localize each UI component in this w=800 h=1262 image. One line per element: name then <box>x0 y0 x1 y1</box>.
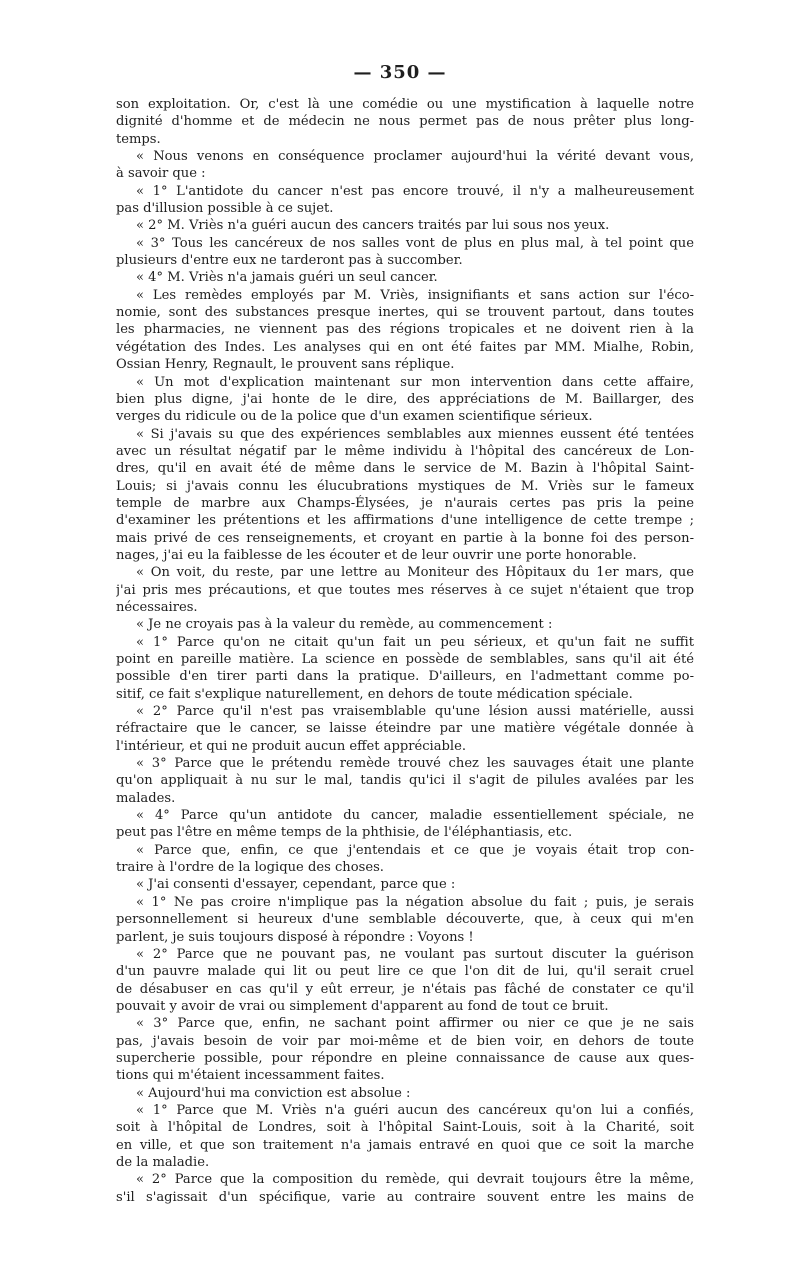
text-line: Ossian Henry, Regnault, le prouvent sans réplique. <box>116 357 455 373</box>
text-line: « 4° M. Vriès n'a jamais guéri un seul cancer. <box>136 270 438 286</box>
text-line: supercherie possible, pour répondre en pleine connaissance de cause aux ques- <box>116 1050 694 1066</box>
text-line: à savoir que : <box>116 166 206 182</box>
text-line: parlent, je suis toujours disposé à répondre : Voyons ! <box>116 929 474 945</box>
text-line: avec un résultat négatif par le même individu à l'hôpital des cancéreux de Lon- <box>116 443 694 459</box>
text-line: son exploitation. Or, c'est là une comédie ou une mystification à laquelle notre <box>116 97 694 112</box>
text-line: de la maladie. <box>116 1154 210 1170</box>
text-line: « 3° Tous les cancéreux de nos salles vont de plus en plus mal, à tel point que <box>136 235 694 251</box>
text-line: possible d'en tirer parti dans la pratique. D'ailleurs, en l'admettant comme po- <box>116 669 694 685</box>
text-line: d'un pauvre malade qui lit ou peut lire ce que l'on dit de lui, qu'il serait cruel <box>116 964 694 980</box>
text-line: de désabuser en cas qu'il y eût erreur, je n'étais pas fâché de constater ce qu'il <box>116 981 694 997</box>
text-line: dres, qu'il en avait été de même dans le service de M. Bazin à l'hôpital Saint- <box>116 461 694 477</box>
text-line: « 1° L'antidote du cancer n'est pas encore trouvé, il n'y a malheureusement <box>136 183 694 199</box>
text-line: en ville, et que son traitement n'a jamais entravé en quoi que ce soit la marche <box>116 1137 694 1153</box>
text-line: malades. <box>116 790 176 806</box>
text-line: « Nous venons en conséquence proclamer aujourd'hui la vérité devant vous, <box>136 149 694 165</box>
text-line: nécessaires. <box>116 599 198 615</box>
text-line: les pharmacies, ne viennent pas des régions tropicales et ne doivent rien à la <box>116 322 694 338</box>
text-line: Louis; si j'avais connu les élucubrations mystiques de M. Vriès sur le fameux <box>116 478 694 494</box>
text-line: traire à l'ordre de la logique des choses. <box>116 860 384 876</box>
text-line: d'examiner les prétentions et les affirmations d'une intelligence de cette trempe ; <box>116 513 694 529</box>
text-line: « 1° Ne pas croire n'implique pas la négation absolue du fait ; puis, je serais <box>136 894 694 910</box>
text-line: « Si j'avais su que des expériences semblables aux miennes eussent été tentées <box>136 426 694 442</box>
text-line: « 2° Parce qu'il n'est pas vraisemblable qu'une lésion aussi matérielle, aussi <box>136 704 694 720</box>
text-line: « 2° Parce que ne pouvant pas, ne voulant pas surtout discuter la guérison <box>136 946 694 962</box>
text-line: s'il s'agissait d'un spécifique, varie au contraire souvent entre les mains de <box>116 1189 694 1205</box>
text-line: peut pas l'être en même temps de la phthisie, de l'éléphantiasis, etc. <box>116 825 573 841</box>
text-line: « Je ne croyais pas à la valeur du remède, au commencement : <box>136 617 553 633</box>
text-line: point en pareille matière. La science en possède de semblables, sans qu'il ait été <box>116 652 694 667</box>
text-line: « 1° Parce que M. Vriès n'a guéri aucun des cancéreux qu'on lui a confiés, <box>136 1102 694 1118</box>
text-line: nages, j'ai eu la faiblesse de les écouter et de leur ouvrir une porte honorable. <box>116 547 637 563</box>
text-line: « Un mot d'explication maintenant sur mon intervention dans cette affaire, <box>136 374 694 390</box>
text-line: végétation des Indes. Les analyses qui en ont été faites par MM. Mialhe, Robin, <box>116 339 694 355</box>
text-line: pas, j'avais besoin de voir par moi-même et de bien voir, en dehors de toute <box>116 1033 694 1049</box>
text-line: nomie, sont des substances presque inertes, qui se trouvent partout, dans toutes <box>116 305 694 321</box>
text-line: plusieurs d'entre eux ne tarderont pas à succomber. <box>116 253 463 269</box>
text-line: temps. <box>116 131 161 147</box>
text-line: « 4° Parce qu'un antidote du cancer, maladie essentiellement spéciale, ne <box>136 808 694 824</box>
text-line: personnellement si heureux d'une semblable découverte, que, à ceux qui m'en <box>116 912 694 928</box>
page-number: — 350 — <box>353 62 447 83</box>
text-line: verges du ridicule ou de la police que d'un examen scientifique sérieux. <box>116 409 593 425</box>
text-line: « On voit, du reste, par une lettre au Moniteur des Hôpitaux du 1er mars, que <box>136 565 694 581</box>
text-line: sitif, ce fait s'explique naturellement, en dehors de toute médication spéciale. <box>116 686 633 702</box>
text-line: qu'on appliquait à nu sur le mal, tandis qu'ici il s'agit de pilules avalées par les <box>116 773 694 789</box>
text-line: « Parce que, enfin, ce que j'entendais et ce que je voyais était trop con- <box>136 842 694 858</box>
text-line: « 2° M. Vriès n'a guéri aucun des cancers traités par lui sous nos yeux. <box>136 218 610 234</box>
text-line: réfractaire que le cancer, se laisse éteindre par une matière végétale donnée à <box>116 721 694 737</box>
text-line: mais privé de ces renseignements, et croyant en partie à la bonne foi des person- <box>116 530 694 546</box>
text-line: « Les remèdes employés par M. Vriès, insignifiants et sans action sur l'éco- <box>136 287 694 303</box>
text-line: « Aujourd'hui ma conviction est absolue : <box>136 1085 411 1101</box>
text-line: pas d'illusion possible à ce sujet. <box>116 201 334 217</box>
text-line: « 1° Parce qu'on ne citait qu'un fait un peu sérieux, et qu'un fait ne suffit <box>136 634 694 650</box>
text-line: « J'ai consenti d'essayer, cependant, parce que : <box>136 877 456 893</box>
text-line: dignité d'homme et de médecin ne nous permet pas de nous prêter plus long- <box>116 114 694 130</box>
text-line: bien plus digne, j'ai honte de le dire, des appréciations de M. Baillarger, des <box>116 391 694 407</box>
text-line: pouvait y avoir de vrai ou simplement d'apparent au fond de tout ce bruit. <box>116 998 609 1014</box>
text-line: j'ai pris mes précautions, et que toutes mes réserves à ce sujet n'étaient que trop <box>116 582 694 598</box>
text-line: temple de marbre aux Champs-Élysées, je n'aurais certes pas pris la peine <box>116 495 694 511</box>
text-line: soit à l'hôpital de Londres, soit à l'hôpital Saint-Louis, soit à la Charité, soit <box>116 1120 694 1136</box>
text-line: l'intérieur, et qui ne produit aucun effet appréciable. <box>116 738 467 754</box>
page-body <box>116 96 694 1206</box>
text-line: « 3° Parce que le prétendu remède trouvé chez les sauvages était une plante <box>136 756 694 772</box>
text-line: tions qui m'étaient incessamment faites. <box>116 1068 385 1084</box>
text-line: « 2° Parce que la composition du remède, qui devrait toujours être la même, <box>136 1172 694 1188</box>
text-line: « 3° Parce que, enfin, ne sachant point affirmer ou nier ce que je ne sais <box>136 1016 694 1032</box>
